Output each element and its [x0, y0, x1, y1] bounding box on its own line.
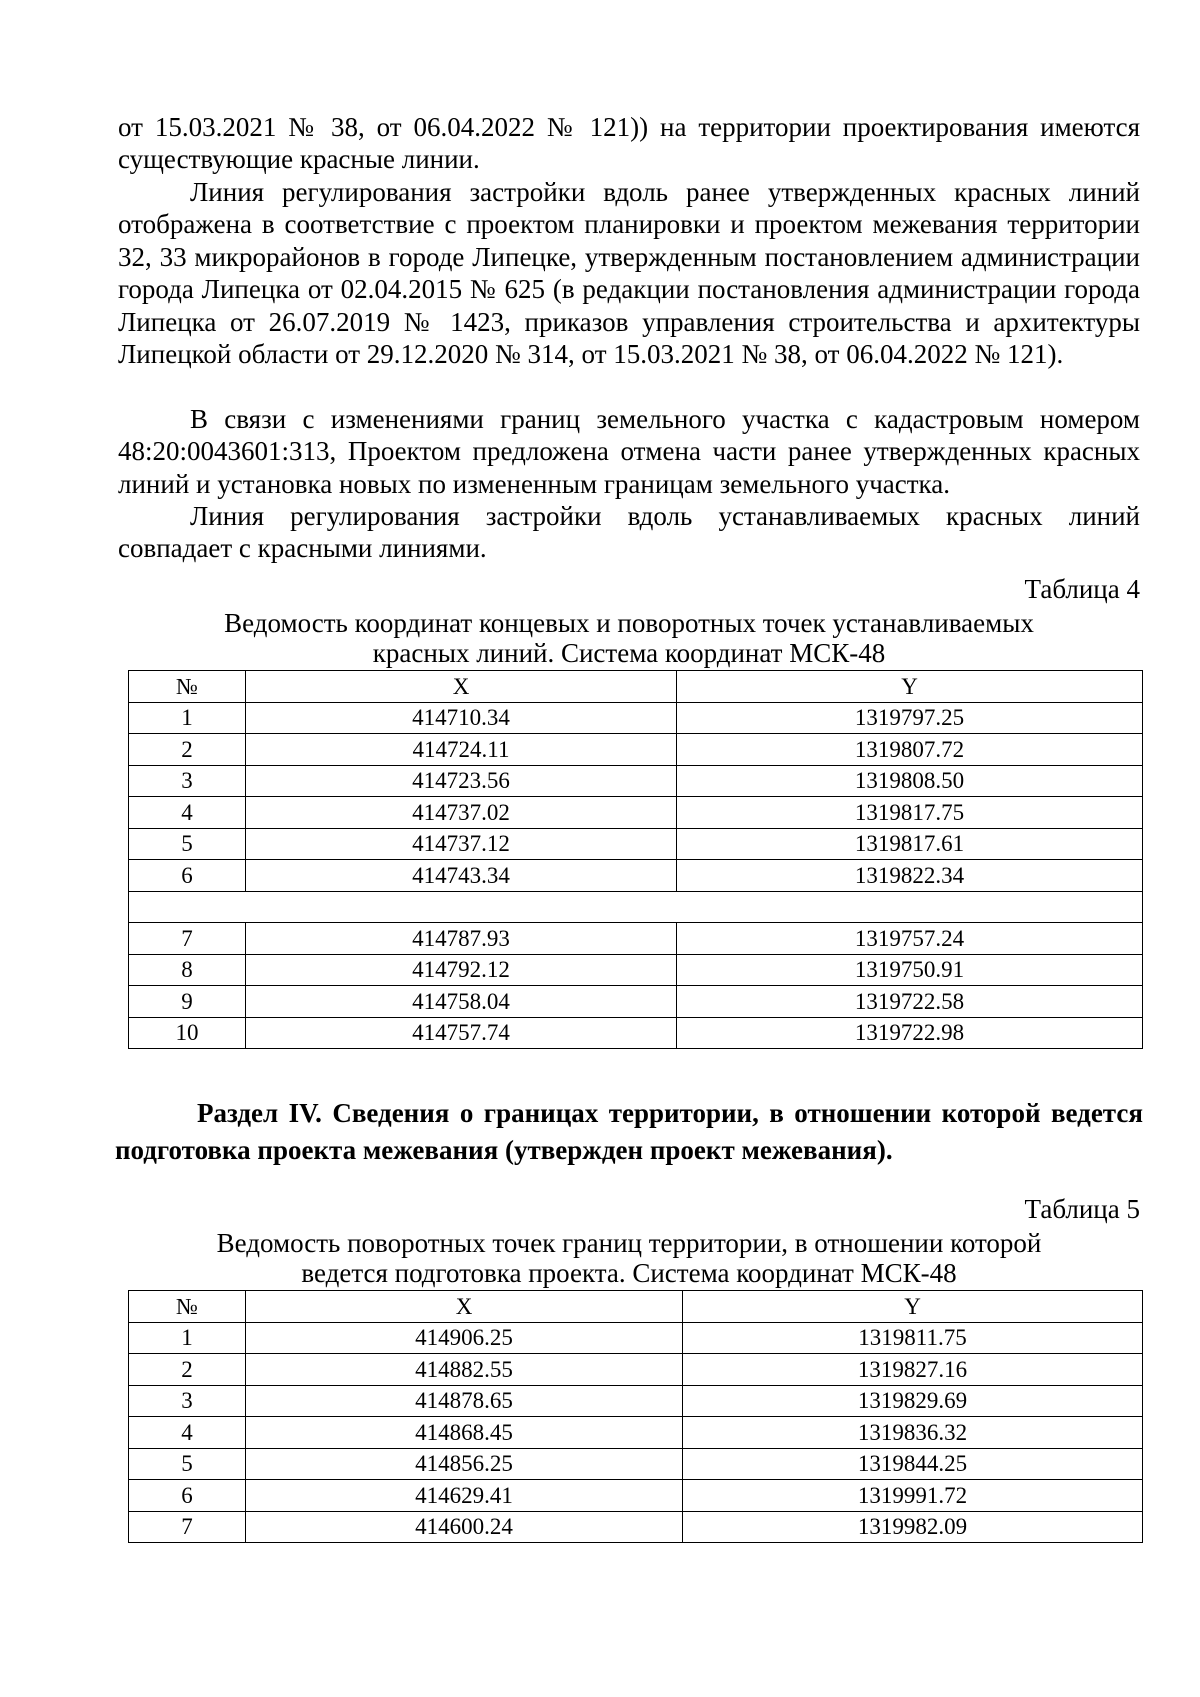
cell-x: 414723.56 — [246, 765, 677, 797]
cell-num: 3 — [129, 1385, 246, 1417]
table5-header-x: X — [246, 1291, 683, 1323]
section4-heading: Раздел IV. Сведения о границах территории, в отношении которой ведется подготовка проекта межевания (утвержден проект межевания). — [115, 1098, 1143, 1165]
separator-cell — [129, 891, 1143, 923]
table4-header-y: Y — [677, 671, 1143, 703]
cell-y: 1319817.61 — [677, 828, 1143, 860]
cell-y: 1319797.25 — [677, 702, 1143, 734]
cell-y: 1319827.16 — [683, 1354, 1143, 1386]
table-row — [129, 1480, 1143, 1512]
cell-y: 1319722.98 — [677, 1017, 1143, 1049]
paragraph-4: Линия регулирования застройки вдоль устанавливаемых красных линий совпадает с красными линиями. — [118, 501, 1140, 564]
paragraph-2: Линия регулирования застройки вдоль ранее утвержденных красных линий отображена в соответствие с проектом планировки и проектом межевания территории 32, 33 микрорайонов в городе Липецке, утвержденным постановлением администрации города Липецка от 02.04.2015 № 625 (в редакции постановления администрации города Липецка от 26.07.2019 № 1423, приказов управления строительства и архитектуры Липецкой области от 29.12.2020 № 314, от 15.03.2021 № 38, от 06.04.2022 № 121). — [118, 177, 1140, 370]
paragraph-3: В связи с изменениями границ земельного участка с кадастровым номером 48:20:0043601:313, Проектом предложена отмена части ранее утвержденных красных линий и установка новых по измененным границам земельного участка. — [118, 404, 1140, 499]
table-row — [129, 954, 1143, 986]
table5-header-y: Y — [683, 1291, 1143, 1323]
cell-y: 1319991.72 — [683, 1480, 1143, 1512]
table-row — [129, 765, 1143, 797]
table5-header-num: № — [129, 1291, 246, 1323]
table-row — [129, 923, 1143, 955]
table-row — [129, 1354, 1143, 1386]
cell-x: 414724.11 — [246, 734, 677, 766]
cell-num: 4 — [129, 797, 246, 829]
table-row — [129, 797, 1143, 829]
cell-y: 1319844.25 — [683, 1448, 1143, 1480]
cell-num: 10 — [129, 1017, 246, 1049]
cell-x: 414600.24 — [246, 1511, 683, 1543]
cell-num: 1 — [129, 1322, 246, 1354]
cell-x: 414757.74 — [246, 1017, 677, 1049]
table-row — [129, 1511, 1143, 1543]
table5-title-line1: Ведомость поворотных точек границ территории, в отношении которой — [216, 1228, 1042, 1258]
cell-y: 1319722.58 — [677, 986, 1143, 1018]
table-row — [129, 1417, 1143, 1449]
table4-label: Таблица 4 — [1024, 574, 1140, 604]
cell-x: 414758.04 — [246, 986, 677, 1018]
cell-x: 414882.55 — [246, 1354, 683, 1386]
cell-y: 1319822.34 — [677, 860, 1143, 892]
paragraph-1: от 15.03.2021 № 38, от 06.04.2022 № 121)) на территории проектирования имеются существующие красные линии. — [118, 112, 1140, 175]
cell-x: 414737.12 — [246, 828, 677, 860]
cell-num: 8 — [129, 954, 246, 986]
cell-y: 1319836.32 — [683, 1417, 1143, 1449]
cell-num: 1 — [129, 702, 246, 734]
table4-title-line2: красных линий. Система координат МСК-48 — [372, 638, 886, 668]
cell-x: 414856.25 — [246, 1448, 683, 1480]
table-row — [129, 828, 1143, 860]
cell-num: 9 — [129, 986, 246, 1018]
cell-x: 414629.41 — [246, 1480, 683, 1512]
table-row — [129, 1017, 1143, 1049]
cell-x: 414878.65 — [246, 1385, 683, 1417]
cell-num: 5 — [129, 828, 246, 860]
table-row — [129, 986, 1143, 1018]
cell-num: 6 — [129, 1480, 246, 1512]
table5 — [128, 1290, 1143, 1543]
table4 — [128, 670, 1143, 1049]
cell-x: 414710.34 — [246, 702, 677, 734]
cell-x: 414792.12 — [246, 954, 677, 986]
table5-header-row — [129, 1291, 1143, 1323]
cell-x: 414906.25 — [246, 1322, 683, 1354]
cell-num: 2 — [129, 1354, 246, 1386]
cell-x: 414787.93 — [246, 923, 677, 955]
table4-title-line1: Ведомость координат концевых и поворотных точек устанавливаемых — [224, 608, 1034, 638]
cell-x: 414737.02 — [246, 797, 677, 829]
cell-y: 1319982.09 — [683, 1511, 1143, 1543]
cell-y: 1319817.75 — [677, 797, 1143, 829]
table-row — [129, 1322, 1143, 1354]
cell-num: 6 — [129, 860, 246, 892]
cell-y: 1319829.69 — [683, 1385, 1143, 1417]
cell-num: 2 — [129, 734, 246, 766]
table5-label: Таблица 5 — [1024, 1194, 1140, 1224]
cell-num: 4 — [129, 1417, 246, 1449]
cell-num: 5 — [129, 1448, 246, 1480]
table-row — [129, 1448, 1143, 1480]
cell-y: 1319750.91 — [677, 954, 1143, 986]
cell-y: 1319811.75 — [683, 1322, 1143, 1354]
cell-y: 1319757.24 — [677, 923, 1143, 955]
cell-y: 1319807.72 — [677, 734, 1143, 766]
cell-y: 1319808.50 — [677, 765, 1143, 797]
cell-x: 414868.45 — [246, 1417, 683, 1449]
table4-header-row — [129, 671, 1143, 703]
table-row — [129, 860, 1143, 892]
table-row — [129, 734, 1143, 766]
table4-header-x: X — [246, 671, 677, 703]
table4-header-num: № — [129, 671, 246, 703]
cell-num: 7 — [129, 1511, 246, 1543]
cell-num: 3 — [129, 765, 246, 797]
table4-separator-row — [129, 891, 1143, 923]
table-row — [129, 1385, 1143, 1417]
table-row — [129, 702, 1143, 734]
cell-num: 7 — [129, 923, 246, 955]
cell-x: 414743.34 — [246, 860, 677, 892]
table5-title-line2: ведется подготовка проекта. Система координат МСК-48 — [301, 1258, 957, 1288]
